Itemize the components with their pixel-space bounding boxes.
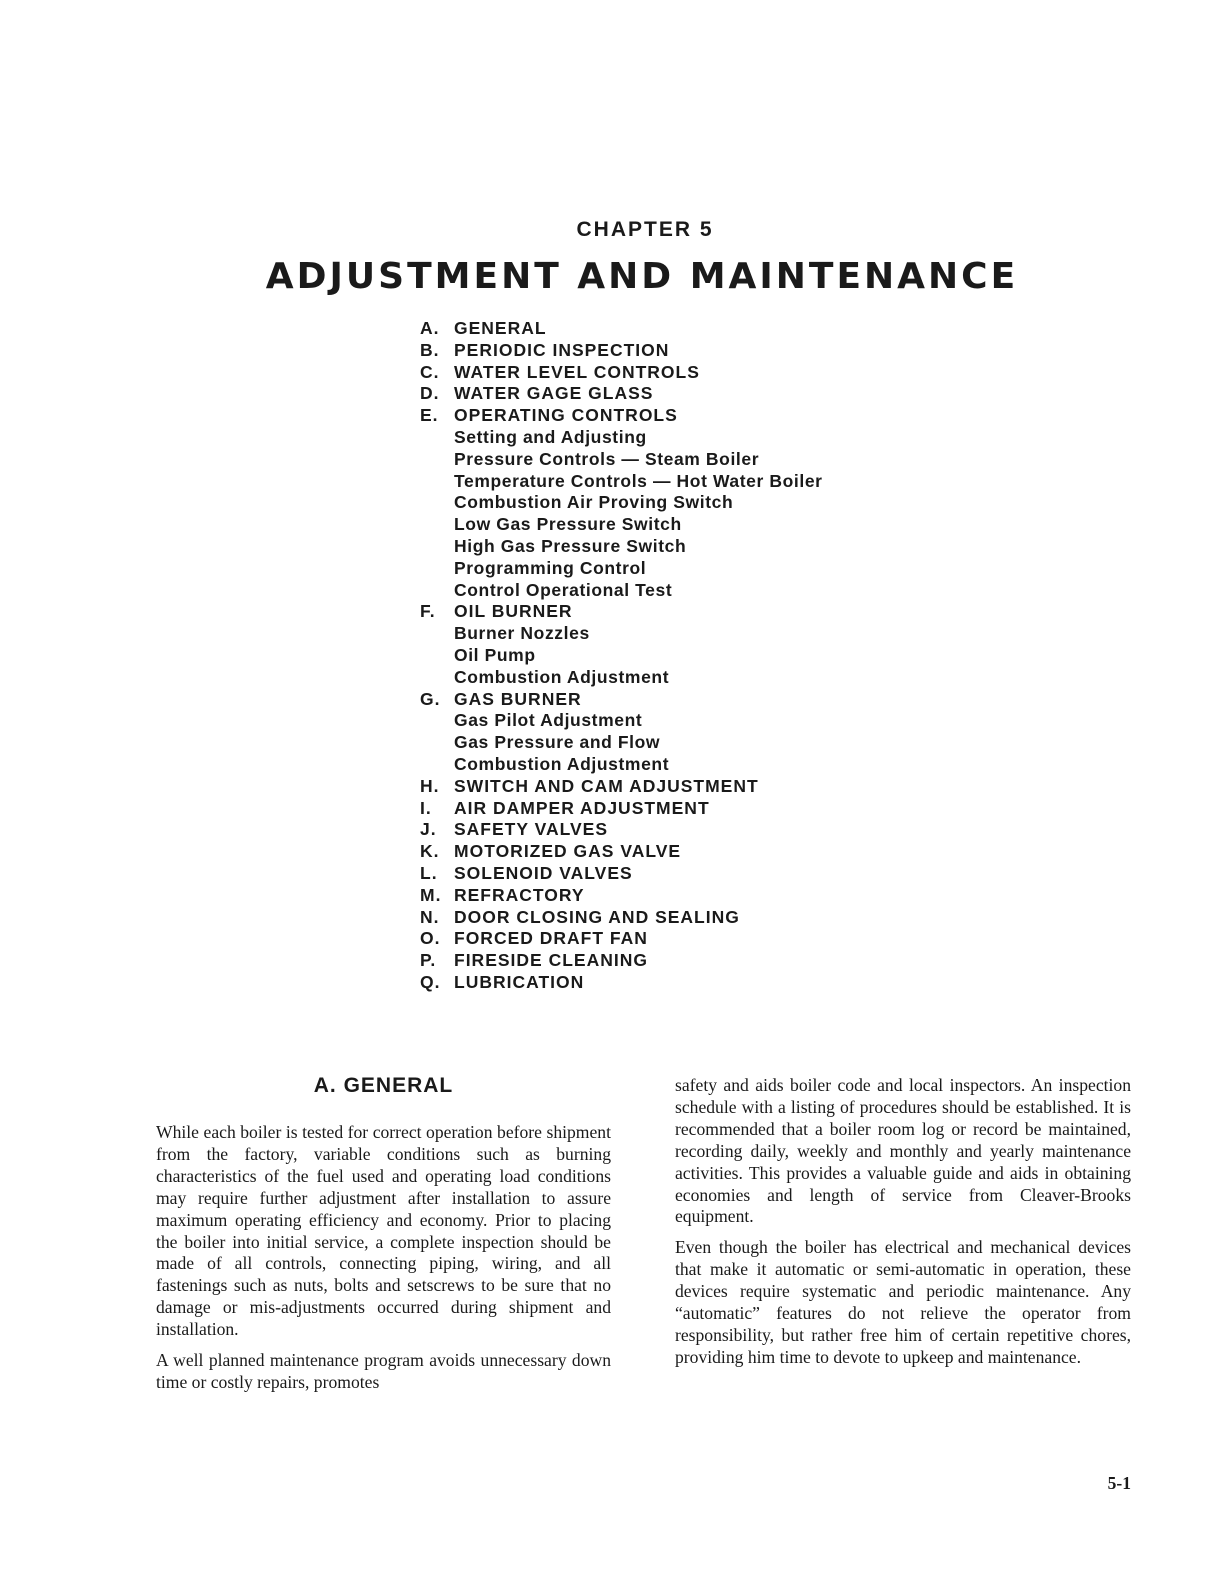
toc-title: REFRACTORY [454,884,585,905]
toc-subtitle: Control Operational Test [454,579,673,600]
chapter-title: ADJUSTMENT AND MAINTENANCE [265,256,1019,297]
page-number: 5-1 [1107,1473,1131,1493]
paragraph: While each boiler is tested for correct operation before shipment from the factory, variable conditions such as burning characteristics of the fuel used and operating load conditions may require further adjustment after installation to assure maximum operating efficiency and economy. Prior to placing the boiler into initial service, a complete inspection should be made of all controls, connecting piping, wiring, and all fastenings such as nuts, bolts and setscrews to be sure that no damage or mis-adjustments occurred during shipment and installation. [156,1122,611,1340]
toc-item [420,362,823,384]
toc-subtitle: Oil Pump [454,644,536,665]
paragraph: Even though the boiler has electrical and mechanical devices that make it automatic or semi-automatic in operation, these devices require systematic and periodic maintenance. Any “automatic” features do not relieve the operator from responsibility, but rather free him of certain repetitive chores, providing him time to devote to upkeep and maintenance. [675,1237,1131,1367]
toc-title: PERIODIC INSPECTION [454,339,670,360]
toc-subtitle: Low Gas Pressure Switch [454,514,682,535]
section-heading: A. GENERAL [313,1074,454,1097]
toc-subitem [420,536,823,558]
toc-item [420,928,823,950]
toc-title: SWITCH AND CAM ADJUSTMENT [454,775,759,796]
toc-item [420,819,823,841]
toc-title: MOTORIZED GAS VALVE [454,841,682,862]
toc-title: WATER GAGE GLASS [454,383,654,404]
toc-subtitle: Burner Nozzles [454,623,590,644]
toc-subtitle: High Gas Pressure Switch [454,535,687,556]
toc-letter: M. [420,884,442,905]
toc-item [420,972,823,994]
toc-subitem [420,514,823,536]
chapter-label: CHAPTER 5 [576,218,714,241]
toc-subtitle: Combustion Air Proving Switch [454,492,734,513]
toc-letter: E. [420,405,439,426]
toc-letter: I. [420,797,432,818]
toc-subtitle: Pressure Controls — Steam Boiler [454,448,760,469]
toc-letter: F. [420,601,436,622]
toc-subitem [420,492,823,514]
toc-subtitle: Combustion Adjustment [454,666,670,687]
toc-letter: B. [420,339,440,360]
right-column [675,1075,1131,1378]
toc-item [420,601,823,623]
toc-item [420,863,823,885]
toc-title: GAS BURNER [454,688,582,709]
toc-letter: J. [420,819,437,840]
table-of-contents [420,318,823,994]
toc-subitem [420,427,823,449]
toc-letter: N. [420,906,440,927]
toc-item [420,798,823,820]
toc-letter: G. [420,688,441,709]
toc-letter: C. [420,361,440,382]
toc-item [420,950,823,972]
toc-letter: Q. [420,971,441,992]
toc-letter: A. [420,318,440,338]
toc-letter: H. [420,775,440,796]
paragraph: A well planned maintenance program avoids unnecessary down time or costly repairs, promotes [156,1350,611,1392]
toc-item [420,776,823,798]
toc-item [420,340,823,362]
toc-subitem [420,732,823,754]
toc-item [420,405,823,427]
toc-letter: O. [420,928,441,949]
toc-title: OIL BURNER [454,601,573,622]
toc-subitem [420,471,823,493]
toc-subitem [420,710,823,732]
toc-letter: D. [420,383,440,404]
toc-subitem [420,449,823,471]
toc-title: OPERATING CONTROLS [454,405,678,426]
paragraph: safety and aids boiler code and local inspectors. An inspection schedule with a listing of procedures should be established. It is recommended that a boiler room log or record be maintained, recording daily, weekly and monthly and yearly maintenance activities. This provides a valuable guide and aids in obtaining economies and length of service from Cleaver-Brooks equipment. [675,1075,1131,1227]
toc-subtitle: Setting and Adjusting [454,426,647,447]
toc-subtitle: Gas Pilot Adjustment [454,710,643,731]
toc-item [420,841,823,863]
toc-subtitle: Programming Control [454,557,647,578]
toc-subitem [420,558,823,580]
toc-subtitle: Combustion Adjustment [454,753,670,774]
toc-title: FIRESIDE CLEANING [454,950,648,971]
toc-subitem [420,623,823,645]
toc-subitem [420,667,823,689]
toc-title: AIR DAMPER ADJUSTMENT [454,797,710,818]
toc-subtitle: Gas Pressure and Flow [454,732,661,753]
toc-title: FORCED DRAFT FAN [454,928,648,949]
toc-title: LUBRICATION [454,971,585,992]
toc-letter: L. [420,862,438,883]
toc-item [420,689,823,711]
toc-subitem [420,580,823,602]
toc-letter: P. [420,950,437,971]
toc-title: WATER LEVEL CONTROLS [454,361,700,382]
toc-item [420,383,823,405]
toc-subitem [420,645,823,667]
toc-item [420,318,823,340]
toc-title: SAFETY VALVES [454,819,608,840]
toc-subtitle: Temperature Controls — Hot Water Boiler [454,470,823,491]
left-column [156,1072,611,1403]
toc-title: SOLENOID VALVES [454,862,633,883]
toc-subitem [420,754,823,776]
toc-title: DOOR CLOSING AND SEALING [454,906,740,927]
toc-letter: K. [420,841,440,862]
toc-item [420,885,823,907]
toc-item [420,907,823,929]
toc-title: GENERAL [454,318,547,338]
